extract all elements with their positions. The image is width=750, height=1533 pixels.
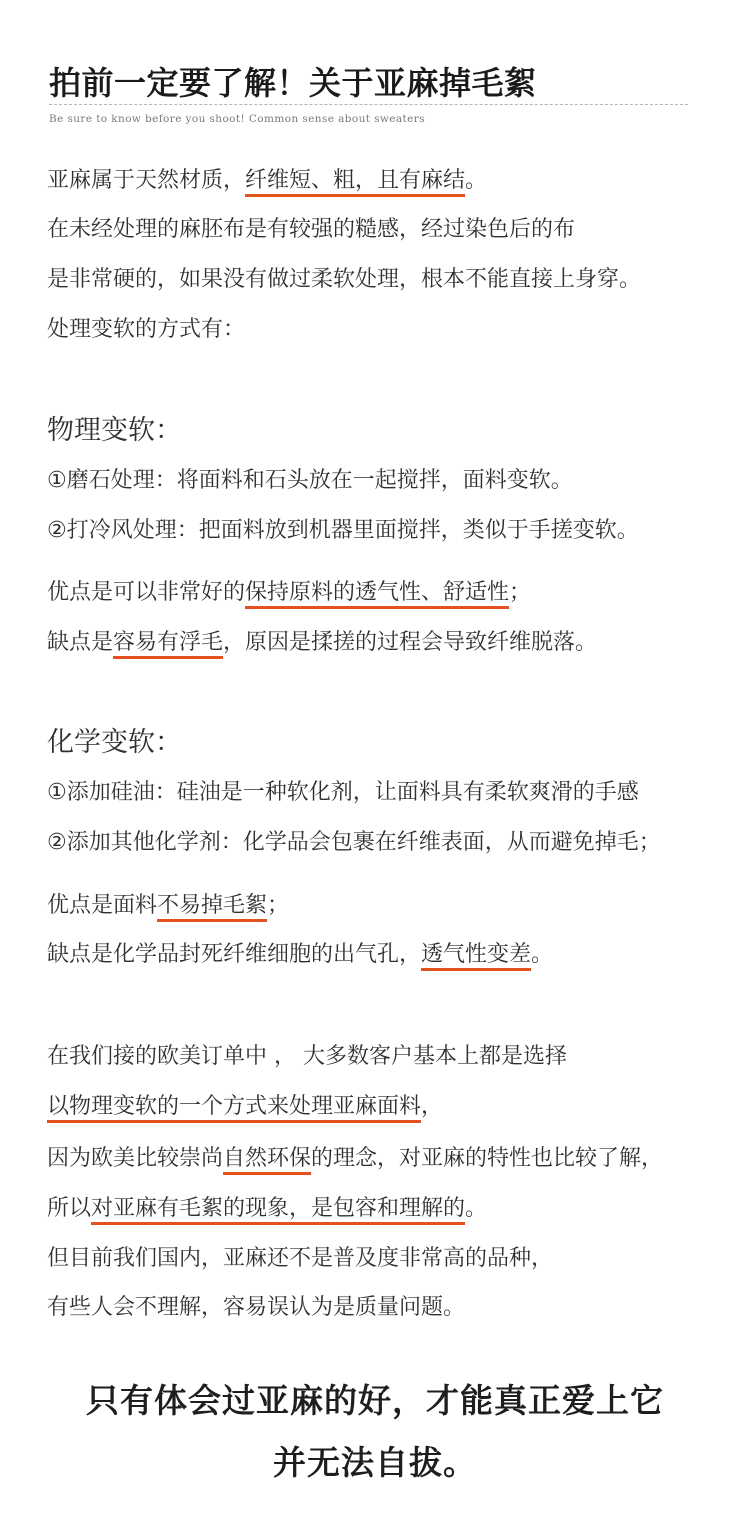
chemical-item-2: ②添加其他化学剂：化学品会包裹在纤维表面，从而避免掉毛； <box>47 830 661 855</box>
market-line-3 <box>47 1144 663 1174</box>
text-segment: ，原因是揉搓的过程会导致纤维脱落。 <box>223 630 598 655</box>
highlight-text: 透气性变差 <box>421 942 532 967</box>
text-segment: 的理念，对亚麻的特性也比较了解， <box>311 1146 664 1171</box>
highlight-text: 自然环保 <box>223 1146 312 1171</box>
intro-line-1 <box>47 166 487 196</box>
text-segment: ； <box>267 893 290 918</box>
section-heading-chemical: 化学变软： <box>47 727 182 758</box>
text-segment: 所以 <box>47 1196 92 1221</box>
page-title: 拍前一定要了解！关于亚麻掉毛絮 <box>49 64 537 102</box>
text-segment: 亚麻属于天然材质， <box>47 168 246 193</box>
text-segment: 缺点是 <box>47 630 114 655</box>
physical-item-1: ①磨石处理：将面料和石头放在一起搅拌，面料变软。 <box>47 468 573 493</box>
page-subtitle: Be sure to know before you shoot! Common sense about sweaters <box>49 113 425 125</box>
section-heading-physical: 物理变软： <box>47 415 182 446</box>
market-line-6: 有些人会不理解，容易误认为是质量问题。 <box>47 1295 466 1320</box>
highlight-text: 容易有浮毛 <box>113 630 224 655</box>
title-divider <box>49 104 688 105</box>
physical-pros <box>47 578 531 608</box>
highlight-text: 以物理变软的一个方式来处理亚麻面料 <box>47 1094 422 1119</box>
physical-cons <box>47 628 597 658</box>
text-segment: 因为欧美比较崇尚 <box>47 1146 224 1171</box>
market-line-1: 在我们接的欧美订单中 ， 大多数客户基本上都是选择 <box>47 1044 567 1069</box>
highlight-text: 保持原料的透气性、舒适性 <box>245 580 510 605</box>
chemical-cons <box>47 940 553 970</box>
closing-line-2: 并无法自拔。 <box>273 1443 477 1482</box>
text-segment: ； <box>509 580 532 605</box>
text-segment: 。 <box>531 942 554 967</box>
closing-line-1: 只有体会过亚麻的好，才能真正爱上它 <box>86 1381 664 1420</box>
text-segment: 缺点是化学品封死纤维细胞的出气孔， <box>47 942 422 967</box>
chemical-pros <box>47 891 289 921</box>
chemical-item-1: ①添加硅油：硅油是一种软化剂，让面料具有柔软爽滑的手感 <box>47 780 639 805</box>
text-segment: 。 <box>465 168 488 193</box>
physical-item-2: ②打冷风处理：把面料放到机器里面搅拌，类似于手搓变软。 <box>47 518 639 543</box>
highlight-text: 不易掉毛絮 <box>157 893 268 918</box>
highlight-text: 对亚麻有毛絮的现象，是包容和理解的 <box>91 1196 466 1221</box>
highlight-text: 纤维短、粗，且有麻结 <box>245 168 466 193</box>
market-line-4 <box>47 1194 487 1224</box>
text-segment: ， <box>421 1094 444 1119</box>
intro-line-4: 处理变软的方式有： <box>47 317 246 342</box>
market-line-5: 但目前我们国内，亚麻还不是普及度非常高的品种， <box>47 1246 554 1271</box>
text-segment: 优点是面料 <box>47 893 158 918</box>
market-line-2 <box>47 1092 443 1122</box>
text-segment: 。 <box>465 1196 488 1221</box>
text-segment: 优点是可以非常好的 <box>47 580 246 605</box>
intro-line-3: 是非常硬的，如果没有做过柔软处理，根本不能直接上身穿。 <box>47 267 642 292</box>
intro-line-2: 在未经处理的麻胚布是有较强的糙感，经过染色后的布 <box>47 217 576 242</box>
